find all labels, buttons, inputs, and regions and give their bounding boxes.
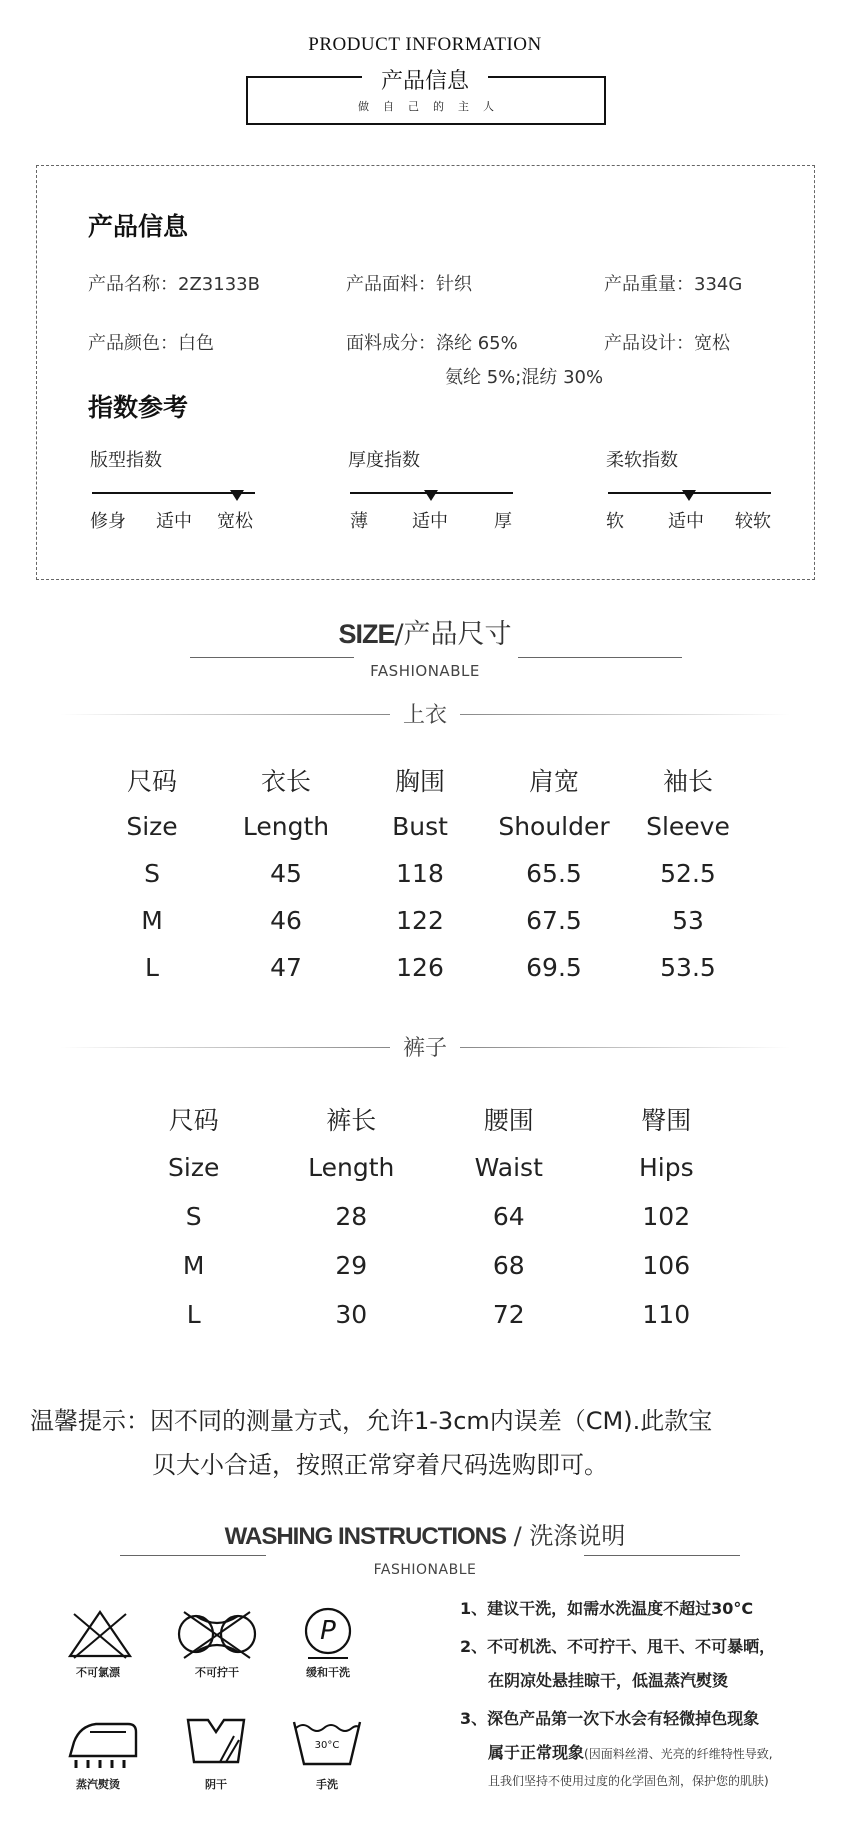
table-cell: M [182,1251,205,1280]
info-value: 涤纶 65% [436,333,518,354]
wash-instruction-3c: 且我们坚持不使用过度的化学固色剂，保护您的肌肤) [488,1774,769,1788]
table-header-row [85,756,755,803]
info-value: 宽松 [694,333,730,354]
table-header-cell: Hips [638,1153,694,1182]
table-header-cell: 胸围 [394,766,445,796]
table-cell: 118 [396,859,444,888]
wash-instruction-1: 1、建议干洗，如需水洗温度不超过30°C [460,1599,754,1618]
info-color [88,329,214,355]
table-cell: 64 [492,1202,525,1231]
divider-line [460,1047,790,1048]
table-cell: 110 [642,1300,691,1329]
scale-thickness-label: 薄 [350,511,368,532]
divider-line [60,1047,390,1048]
steam-iron-icon [66,1718,140,1770]
info-label: 产品面料： [346,274,436,295]
divider-line [460,714,790,715]
tip-line-1: 温馨提示：因不同的测量方式，允许1-3cm内误差（CM).此款宝 [30,1407,713,1435]
header-frame-top-left [246,76,362,78]
table-row [115,1241,745,1290]
size-section-title [0,612,850,651]
scale-softness-label: 较软 [735,511,771,532]
table-cell: 46 [270,906,302,935]
hand-wash-symbol: 30°C [314,1740,340,1751]
table-header-cell: Length [308,1153,395,1182]
info-value: 334G [694,274,743,295]
table-cell: 53.5 [660,953,716,982]
table-cell: 53 [672,906,704,935]
table-cell: 29 [335,1251,368,1280]
table-cell: 72 [492,1300,525,1329]
no-wring-caption: 不可拧干 [195,1666,239,1679]
wash-instruction-3: 3、深色产品第一次下水会有轻微掉色现象 [460,1709,760,1728]
scale-thickness-title: 厚度指数 [348,450,420,471]
table-row [85,944,755,991]
scale-thickness-label: 适中 [412,511,448,532]
scale-softness-title: 柔软指数 [606,450,678,471]
table-cell: 122 [396,906,444,935]
shade-dry-caption: 阴干 [205,1778,227,1791]
info-composition [346,329,518,355]
size-tag: FASHIONABLE [370,662,480,680]
table-cell: L [145,953,159,982]
table-header-cell: 衣长 [260,766,311,796]
table-header-cell: 尺码 [126,766,177,796]
scale-fit-label: 修身 [90,511,126,532]
scale-softness-marker-icon [682,490,696,501]
wash-instruction-3b [488,1740,773,1763]
pants-label: 裤子 [402,1036,447,1061]
wash-instruction-2: 2、不可机洗、不可拧干、甩干、不可暴晒， [460,1637,776,1656]
table-cell: 52.5 [660,859,716,888]
info-design [604,329,730,355]
table-header-cell: 肩宽 [528,766,579,796]
pants-size-table [115,1094,745,1339]
table-header-cell: Waist [474,1153,543,1182]
table-header-cell: 腰围 [483,1105,534,1135]
mild-dry-clean-caption: 缓和干洗 [306,1666,350,1679]
washing-title-bold: WASHING INSTRUCTIONS [224,1523,506,1550]
hand-wash-caption: 手洗 [316,1778,338,1791]
table-cell: 69.5 [526,953,582,982]
size-title-bold: SIZE [338,619,395,649]
scale-fit-title: 版型指数 [90,450,162,471]
info-value: 白色 [178,333,214,354]
scale-fit-marker-icon [230,490,244,501]
tops-label: 上衣 [402,703,447,728]
shade-dry-icon [184,1716,248,1766]
divider-line [584,1555,740,1556]
wash-instruction-2b: 在阴凉处悬挂晾干，低温蒸汽熨烫 [488,1671,729,1690]
info-fabric [346,270,472,296]
no-wring-icon [176,1608,258,1660]
tops-size-table [85,756,755,991]
table-cell: S [185,1202,202,1231]
divider-line [120,1555,266,1556]
table-cell: 106 [642,1251,691,1280]
info-label: 产品设计： [604,333,694,354]
table-header-cell: Sleeve [646,812,730,841]
info-product-name [88,270,260,296]
scale-softness-label: 适中 [668,511,704,532]
product-info-heading: 产品信息 [88,212,189,241]
table-row [115,1290,745,1339]
header-subtitle: 做自己的主人 [358,100,508,113]
info-value: 2Z3133B [178,274,260,295]
table-row [115,1192,745,1241]
info-label: 产品颜色： [88,333,178,354]
no-bleach-icon [66,1608,134,1660]
table-header-cell: Size [126,812,178,841]
table-header-cell: 臀围 [641,1105,692,1135]
table-row [85,897,755,944]
divider-line [190,657,354,658]
header-title-en: PRODUCT INFORMATION [308,34,542,55]
table-header-cell: 尺码 [168,1105,219,1135]
info-weight [604,270,742,296]
table-header-cell: Bust [392,812,448,841]
table-cell: 102 [642,1202,691,1231]
info-label: 面料成分： [346,333,436,354]
tip-line-2: 贝大小合适，按照正常穿着尺码选购即可。 [152,1451,608,1479]
washing-tag: FASHIONABLE [373,1562,477,1578]
table-header-cell: Size [168,1153,220,1182]
mild-dry-clean-symbol: P [320,1616,336,1646]
info-value: 针织 [436,274,472,295]
table-cell: 47 [270,953,302,982]
table-header-cell: Shoulder [498,812,610,841]
header-title-cn: 产品信息 [380,69,469,94]
table-header-cell: Length [242,812,330,841]
table-header-row [115,1094,745,1143]
steam-iron-caption: 蒸汽熨烫 [76,1778,120,1791]
table-cell: M [141,906,163,935]
divider-line [60,714,390,715]
wash-instruction-3b-bold: 属于正常现象 [488,1743,585,1762]
info-label: 产品重量： [604,274,694,295]
scale-softness-label: 软 [606,511,624,532]
scale-thickness-marker-icon [424,490,438,501]
no-bleach-caption: 不可氯漂 [76,1666,120,1679]
table-header-cell: 裤长 [326,1105,377,1135]
info-composition-line2: 氨纶 5%;混纺 30% [445,367,604,388]
table-cell: 28 [335,1202,368,1231]
size-title-rest: /产品尺寸 [394,619,512,650]
table-cell: 45 [270,859,302,888]
table-row [85,850,755,897]
table-header-row [115,1143,745,1192]
scale-thickness-label: 厚 [494,511,512,532]
table-header-row [85,803,755,850]
washing-section-title [0,1516,850,1551]
table-cell: 68 [492,1251,525,1280]
divider-line [518,657,682,658]
info-label: 产品名称： [88,274,178,295]
index-reference-heading: 指数参考 [88,393,189,422]
table-cell: 65.5 [526,859,582,888]
washing-title-rest: / 洗涤说明 [506,1522,626,1550]
scale-fit-label: 宽松 [217,511,253,532]
header-frame-top-right [488,76,606,78]
table-cell: L [186,1300,201,1329]
table-cell: 67.5 [526,906,582,935]
table-cell: 126 [396,953,444,982]
wash-instruction-3b-note: (因面料丝滑、光亮的纤维特性导致, [584,1747,773,1761]
table-cell: S [144,859,160,888]
table-header-cell: 袖长 [662,766,713,796]
scale-fit-label: 适中 [156,511,192,532]
table-cell: 30 [335,1300,368,1329]
